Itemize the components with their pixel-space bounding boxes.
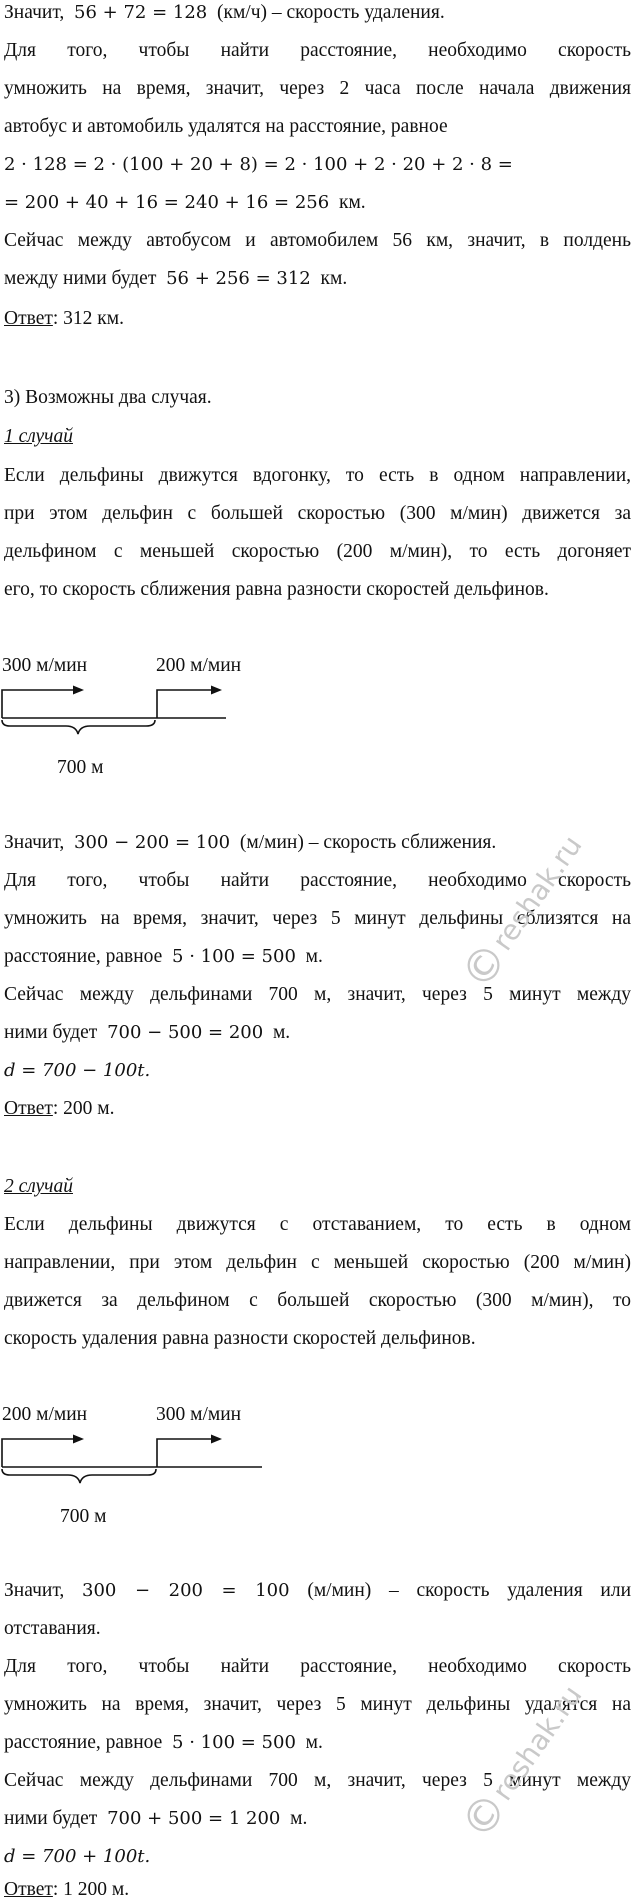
right-arrowhead <box>211 686 222 695</box>
copyright-icon: © <box>451 933 519 999</box>
right-dolphin-arrow <box>157 1439 216 1467</box>
distance-brace <box>2 720 155 734</box>
paragraph-line: отставания. <box>4 1618 101 1639</box>
answer-label: Ответ <box>4 308 53 329</box>
math-line: расстояние, равное 5 · 100 = 500 м. <box>4 946 323 967</box>
left-arrowhead <box>73 686 84 695</box>
paragraph-line: Если дельфины движутся с отставанием, то есть в одном <box>4 1214 631 1235</box>
paragraph-line: умножить на время, значит, через 5 минут дельфины сблизятся на <box>4 908 631 929</box>
paragraph-line: автобус и автомобиль удалятся на расстояние, равное <box>4 116 448 137</box>
math-line: Значит, 300 − 200 = 100 (м/мин) – скорость сближения. <box>4 832 497 853</box>
copyright-icon: © <box>451 1783 519 1849</box>
math-line: ними будет 700 − 500 = 200 м. <box>4 1022 291 1043</box>
paragraph-line: умножить на время, значит, через 5 минут дельфины удалятся на <box>4 1694 631 1715</box>
watermark-text: reshak.ru <box>485 829 589 957</box>
formula-line: d = 700 − 100t. <box>4 1060 151 1081</box>
left-dolphin-arrow <box>2 690 78 718</box>
answer-label: Ответ <box>4 1879 53 1900</box>
left-arrowhead <box>73 1435 84 1444</box>
case-2-motion-diagram <box>0 1425 270 1505</box>
paragraph-line: дельфином с меньшей скоростью (200 м/мин), то есть догоняет <box>4 541 631 562</box>
paragraph-line: движется за дельфином с большей скоростью (300 м/мин), то <box>4 1290 631 1311</box>
paragraph-line: направлении, при этом дельфин с меньшей скоростью (200 м/мин) <box>4 1252 631 1273</box>
distance-label: 700 м <box>60 1506 107 1527</box>
case-1-heading: 1 случай <box>4 426 73 447</box>
math-line: ними будет 700 + 500 = 1 200 м. <box>4 1808 308 1829</box>
paragraph-line: скорость удаления равна разности скоростей дельфинов. <box>4 1328 476 1349</box>
formula-line: d = 700 + 100t. <box>4 1846 151 1867</box>
paragraph-line: при этом дельфин с большей скоростью (300 м/мин) движется за <box>4 503 631 524</box>
case-2-heading: 2 случай <box>4 1176 73 1197</box>
distance-label: 700 м <box>57 757 104 778</box>
right-dolphin-speed: 200 м/мин <box>156 655 242 676</box>
math-line: Значит, 300 − 200 = 100 (м/мин) – скорость удаления или <box>4 1580 632 1601</box>
math-line: 2 · 128 = 2 · (100 + 20 + 8) = 2 · 100 + 2 · 20 + 2 · 8 = <box>4 154 513 175</box>
answer-line: Ответ: 312 км. <box>4 308 124 329</box>
math-line: между ними будет 56 + 256 = 312 км. <box>4 268 348 289</box>
right-dolphin-arrow <box>157 690 216 718</box>
answer-line: Ответ: 1 200 м. <box>4 1879 130 1900</box>
left-dolphin-speed: 300 м/мин <box>2 655 88 676</box>
paragraph-line: Сейчас между автобусом и автомобилем 56 км, значит, в полдень <box>4 230 631 251</box>
speed-line: Значит, 56 + 72 = 128 (км/ч) – скорость удаления. <box>4 2 445 23</box>
left-dolphin-arrow <box>2 1439 78 1467</box>
math-line: = 200 + 40 + 16 = 240 + 16 = 256 км. <box>4 192 366 213</box>
answer-line: Ответ: 200 м. <box>4 1098 115 1119</box>
distance-brace <box>2 1469 156 1483</box>
right-arrowhead <box>211 1435 222 1444</box>
paragraph-line: его, то скорость сближения равна разности скоростей дельфинов. <box>4 579 549 600</box>
answer-label: Ответ <box>4 1098 53 1119</box>
paragraph-line: умножить на время, значит, через 2 часа после начала движения <box>4 78 631 99</box>
right-dolphin-speed: 300 м/мин <box>156 1404 242 1425</box>
math-line: расстояние, равное 5 · 100 = 500 м. <box>4 1732 323 1753</box>
paragraph-line: Сейчас между дельфинами 700 м, значит, через 5 минут между <box>4 984 631 1005</box>
section-intro: 3) Возможны два случая. <box>4 387 212 408</box>
watermark-text: reshak.ru <box>485 1679 589 1807</box>
paragraph-line: Для того, чтобы найти расстояние, необходимо скорость <box>4 1656 631 1677</box>
paragraph-line: Для того, чтобы найти расстояние, необходимо скорость <box>4 40 631 61</box>
case-1-motion-diagram <box>0 676 240 756</box>
paragraph-line: Если дельфины движутся вдогонку, то есть в одном направлении, <box>4 465 631 486</box>
paragraph-line: Для того, чтобы найти расстояние, необходимо скорость <box>4 870 631 891</box>
paragraph-line: Сейчас между дельфинами 700 м, значит, через 5 минут между <box>4 1770 631 1791</box>
left-dolphin-speed: 200 м/мин <box>2 1404 88 1425</box>
